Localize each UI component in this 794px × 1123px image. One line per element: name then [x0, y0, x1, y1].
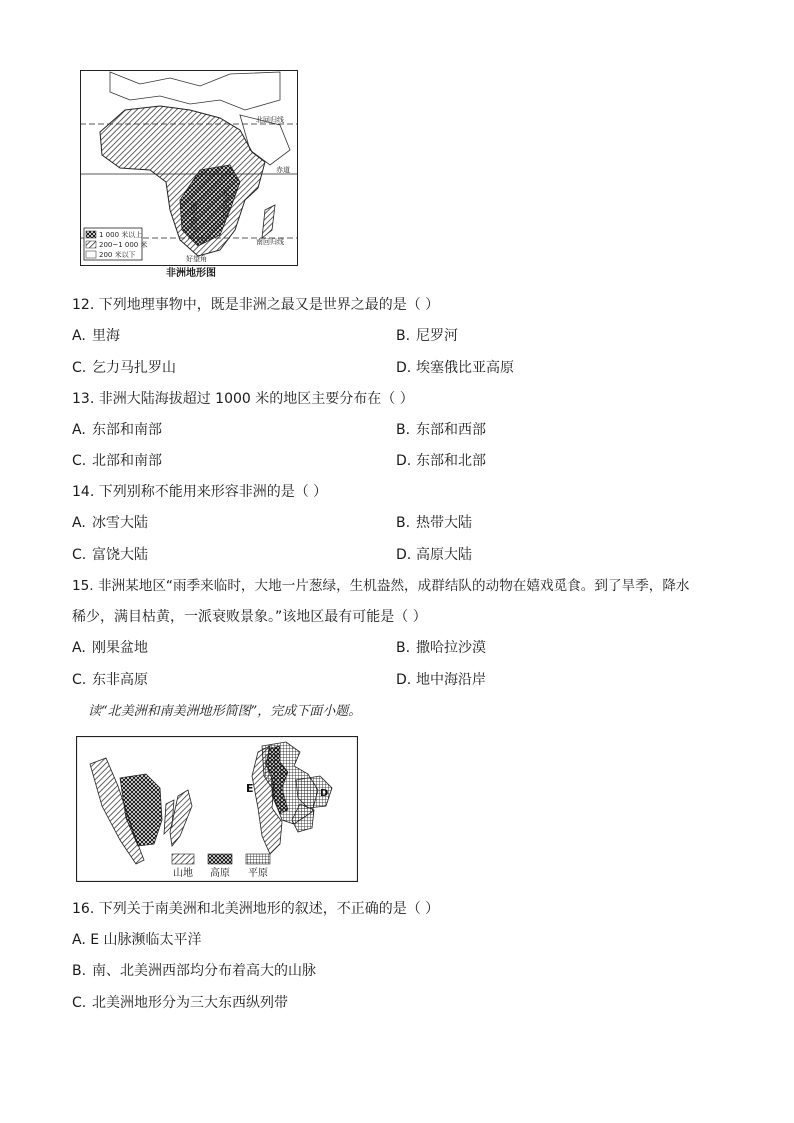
tropic-south-label: 南回归线	[256, 238, 284, 246]
q14-option-d[interactable]: D. 高原大陆	[396, 547, 472, 563]
q13-option-c[interactable]: C. 北部和南部	[72, 453, 162, 469]
q15-option-d[interactable]: D. 地中海沿岸	[396, 672, 486, 688]
question-15-line1: 15. 非洲某地区“雨季来临时，大地一片葱绿，生机盎然，成群结队的动物在嬉戏觅食。到了旱季，降水	[72, 578, 690, 594]
q14-option-c[interactable]: C. 富饶大陆	[72, 547, 148, 563]
americas-terrain-map	[76, 736, 358, 882]
q12-option-c[interactable]: C. 乞力马扎罗山	[72, 360, 176, 376]
legend-plateau: 高原	[210, 868, 230, 879]
q13-option-b[interactable]: B. 东部和西部	[396, 422, 486, 438]
question-16: 16. 下列关于南美洲和北美洲地形的叙述，不正确的是（ ）	[72, 901, 440, 917]
q14-option-a[interactable]: A. 冰雪大陆	[72, 515, 148, 531]
question-15-line2: 稀少，满目枯黄，一派衰败景象。”该地区最有可能是（ ）	[72, 609, 427, 625]
q15-option-b[interactable]: B. 撒哈拉沙漠	[396, 640, 486, 656]
question-14: 14. 下列别称不能用来形容非洲的是（ ）	[72, 484, 328, 500]
question-13: 13. 非洲大陆海拔超过 1000 米的地区主要分布在（ ）	[72, 391, 414, 407]
plateau-east-label: 东非高原	[222, 190, 230, 218]
q15-option-a[interactable]: A. 刚果盆地	[72, 640, 148, 656]
legend-low: 200 米以下	[99, 251, 136, 259]
legend-high: 1 000 米以上	[99, 231, 143, 239]
label-d: D	[320, 788, 329, 799]
americas-intro: 读“北美洲和南美洲地形简图”，完成下面小题。	[88, 704, 362, 719]
q16-option-c[interactable]: C. 北美洲地形分为三大东西纵列带	[72, 995, 288, 1011]
q15-option-c[interactable]: C. 东非高原	[72, 672, 148, 688]
q13-option-d[interactable]: D. 东部和北部	[396, 453, 486, 469]
legend-mountain: 山地	[173, 868, 193, 879]
question-12: 12. 下列地理事物中，既是非洲之最又是世界之最的是（ ）	[72, 297, 440, 313]
q16-option-a[interactable]: A. E 山脉濒临太平洋	[72, 932, 202, 948]
africa-terrain-map	[80, 70, 298, 266]
plateau-south-label: 南非高原	[190, 202, 198, 230]
legend-plain: 平原	[248, 868, 268, 879]
label-e: E	[246, 782, 254, 795]
equator-label: 赤道	[276, 166, 290, 174]
tropic-north-label: 北回归线	[256, 116, 284, 124]
legend-mid: 200~1 000 米	[99, 241, 148, 249]
q12-option-b[interactable]: B. 尼罗河	[396, 328, 458, 344]
q12-option-d[interactable]: D. 埃塞俄比亚高原	[396, 360, 514, 376]
q16-option-b[interactable]: B. 南、北美洲西部均分布着高大的山脉	[72, 963, 316, 979]
q13-option-a[interactable]: A. 东部和南部	[72, 422, 162, 438]
q14-option-b[interactable]: B. 热带大陆	[396, 515, 472, 531]
q12-option-a[interactable]: A. 里海	[72, 328, 120, 344]
africa-map-caption: 非洲地形图	[166, 268, 216, 279]
cape-label: 好望角	[186, 255, 207, 263]
